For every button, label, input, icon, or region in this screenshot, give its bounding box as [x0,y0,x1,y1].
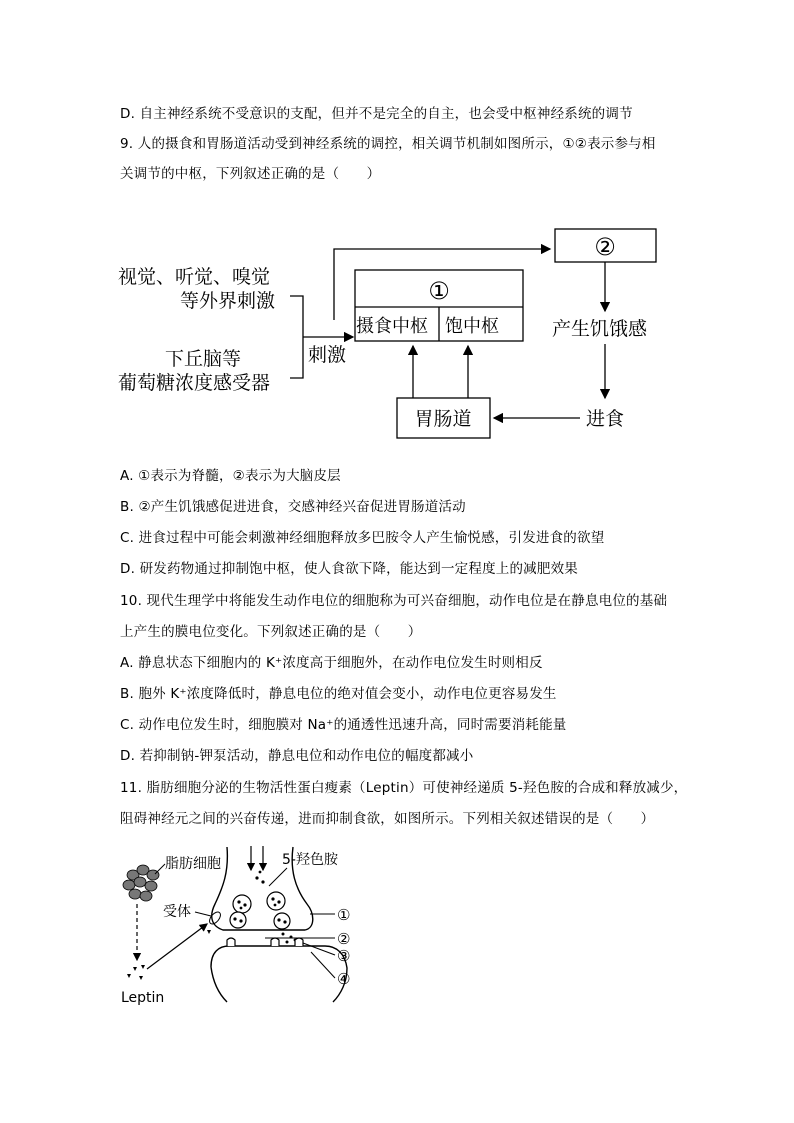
q10-option-a: A. 静息状态下细胞内的 K⁺浓度高于细胞外，在动作电位发生时则相反 [120,655,543,671]
q10-option-b: B. 胞外 K⁺浓度降低时，静息电位的绝对值会变小，动作电位更容易发生 [120,686,557,702]
q9-option-c: C. 进食过程中可能会刺激神经细胞释放多巴胺令人产生愉悦感，引发进食的欲望 [120,530,605,546]
gut-label: 胃肠道 [414,408,472,430]
receptor-label: 受体 [163,904,191,920]
leptin-label: Leptin [121,990,165,1006]
q9-option-d: D. 研发药物通过抑制饱中枢，使人食欲下降，能达到一定程度上的减肥效果 [120,561,578,577]
stimulate-label: 刺激 [308,344,347,366]
q10-option-d: D. 若抑制钠-钾泵活动，静息电位和动作电位的幅度都减小 [120,748,474,764]
q10-stem-line2: 上产生的膜电位变化。下列叙述正确的是（ ） [120,624,422,640]
center-2-label: ② [594,233,616,261]
satiety-center-label: 饱中枢 [445,316,499,337]
hunger-label: 产生饥饿感 [552,318,648,340]
fat-cell-icon [123,865,159,901]
label-4: ④ [337,970,351,988]
q10-stem-line1: 10. 现代生理学中将能发生动作电位的细胞称为可兴奋细胞，动作电位是在静息电位的基础 [120,593,668,609]
stimulus-internal-line2: 葡萄糖浓度感受器 [118,372,271,394]
q11-stem-line1: 11. 脂肪细胞分泌的生物活性蛋白瘦素（Leptin）可使神经递质 5-羟色胺的合成和释放减少， [120,780,688,796]
postsynaptic-membrane [211,946,347,1002]
center-1-label: ① [428,277,450,305]
q11-stem-line2: 阻碍神经元之间的兴奋传递，进而抑制食欲，如图所示。下列相关叙述错误的是（ ） [120,811,655,827]
feeding-regulation-diagram [110,220,670,445]
q9-stem-line1: 9. 人的摄食和胃肠道活动受到神经系统的调控，相关调节机制如图所示，①②表示参与相 [120,136,656,152]
stimulus-internal-line1: 下丘脑等 [165,348,242,370]
receptor-icon [207,910,222,926]
stimulus-external-line1: 视觉、听觉、嗅觉 [118,266,271,288]
eat-label: 进食 [586,408,625,430]
serotonin-label: 5-羟色胺 [282,852,338,868]
label-1: ① [337,906,351,924]
synaptic-vesicles [230,892,290,929]
label-2: ② [337,930,351,948]
leptin-synapse-diagram [115,842,375,1012]
q9-stem-line2: 关调节的中枢，下列叙述正确的是（ ） [120,166,381,182]
q10-option-c: C. 动作电位发生时，细胞膜对 Na⁺的通透性迅速升高，同时需要消耗能量 [120,717,567,733]
q9-option-a: A. ①表示为脊髓，②表示为大脑皮层 [120,468,341,484]
postsynaptic-receptors [227,938,303,946]
fat-cell-label: 脂肪细胞 [165,856,221,872]
q9-option-b: B. ②产生饥饿感促进进食，交感神经兴奋促进胃肠道活动 [120,499,466,515]
label-3: ③ [337,947,351,965]
q8-option-d: D. 自主神经系统不受意识的支配，但并不是完全的自主，也会受中枢神经系统的调节 [120,106,633,122]
leptin-molecules [127,965,145,980]
stimulus-external-line2: 等外界刺激 [180,290,276,312]
feeding-center-label: 摄食中枢 [356,316,428,337]
